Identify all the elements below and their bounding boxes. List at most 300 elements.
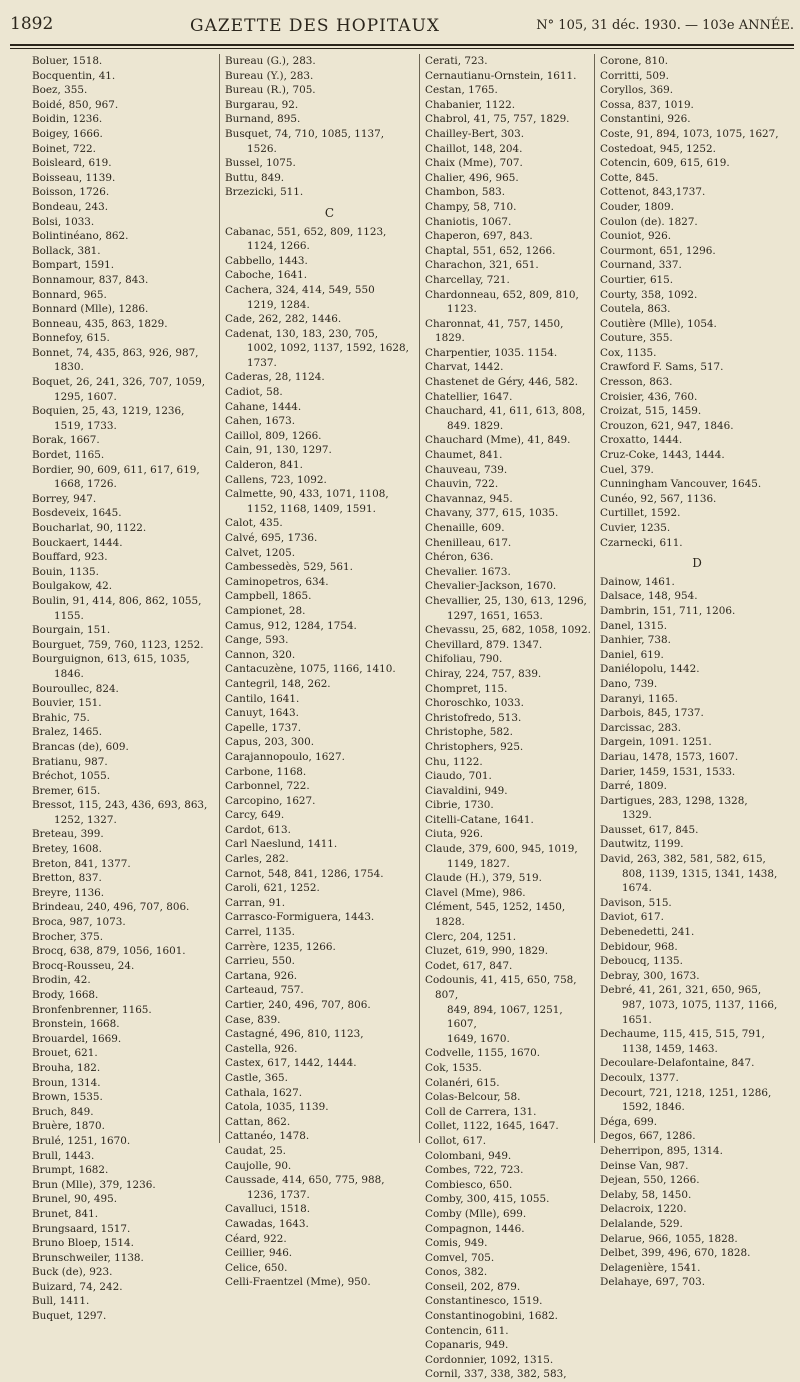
index-entry: Bosdeveix, 1645. [32,507,122,520]
index-entry: Boisleard, 619. [32,157,112,170]
index-entry: Delagenière, 1541. [600,1261,701,1274]
index-entry: Constantinesco, 1519. [425,1295,543,1308]
index-entry: Cange, 593. [225,634,289,647]
index-entry: Conos, 382. [425,1266,488,1279]
index-entry: Chevassu, 25, 682, 1058, 1092. [425,624,591,637]
index-entry-continuation: 1152, 1168, 1409, 1591. [247,502,376,515]
index-entry: Christophers, 925. [425,740,524,753]
index-entry: Ciavaldini, 949. [425,784,508,797]
index-entry: Chevallier, 25, 130, 613, 1296, [425,594,587,607]
index-entry: Chu, 1122. [425,755,483,768]
index-entry: Campbell, 1865. [225,590,312,603]
index-entry: Chardonneau, 652, 809, 810, [425,288,579,301]
index-entry: Debré, 41, 261, 321, 650, 965, [600,984,762,997]
index-entry: Darier, 1459, 1531, 1533. [600,765,736,778]
index-entry: Codet, 617, 847. [425,959,513,972]
index-entry: Cruz-Coke, 1443, 1444. [600,449,725,462]
index-entry: Corritti, 509. [600,69,669,82]
index-entry-continuation: 1295, 1607. [54,390,117,403]
index-entry: Catola, 1035, 1139. [225,1101,329,1114]
index-entry: Danhier, 738. [600,634,671,647]
index-entry: Couder, 1809. [600,200,674,213]
index-entry: Calvet, 1205. [225,546,296,559]
index-entry: Davison, 515. [600,896,672,909]
index-entry: Chompret, 115. [425,682,508,695]
index-entry: Bonnard (Mlle), 1286. [32,303,149,316]
index-entry-continuation: 1737. [247,356,277,369]
index-entry: Courtier, 615. [600,273,674,286]
index-entry: Caboche, 1641. [225,269,308,282]
index-entry: Chavannaz, 945. [425,492,513,505]
index-entry-continuation: 1219, 1284. [247,298,310,311]
index-entry: Calmette, 90, 433, 1071, 1108, [225,488,389,501]
index-entry: Chaix (Mme), 707. [425,157,523,170]
index-entry: Conseil, 202, 879. [425,1280,521,1293]
index-entry: Borak, 1667. [32,434,100,447]
index-column-1 [32,54,224,1324]
index-entry: Bretton, 837. [32,872,102,885]
index-entry: Castella, 926. [225,1042,298,1055]
index-entry: Boquien, 25, 43, 1219, 1236, [32,405,185,418]
index-entry: Bureau (Y.), 283. [225,69,314,82]
index-entry: Charcellay, 721. [425,273,510,286]
index-entry: Cadiot, 58. [225,386,283,399]
index-entry: Cantegril, 148, 262. [225,677,331,690]
index-column-4 [600,54,795,1290]
index-entry: Decoulx, 1377. [600,1071,679,1084]
index-entry-continuation: 1002, 1092, 1137, 1592, 1628, [247,342,409,355]
index-entry: Brown, 1535. [32,1091,103,1104]
index-entry: Codvelle, 1155, 1670. [425,1047,541,1060]
index-entry: Brocq, 638, 879, 1056, 1601. [32,945,186,958]
index-entry: Caillol, 809, 1266. [225,429,322,442]
header-rule [10,48,794,49]
index-entry: Dainow, 1461. [600,575,675,588]
index-entry: Celli-Fraentzel (Mme), 950. [225,1276,371,1289]
index-entry: Bremer, 615. [32,784,101,797]
index-entry: Cain, 91, 130, 1297. [225,444,332,457]
index-entry: Chenaille, 609. [425,522,505,534]
index-entry: Caujolle, 90. [225,1159,292,1172]
index-entry: Bronstein, 1668. [32,1018,120,1031]
index-entry: Chastenet de Géry, 446, 582. [425,376,579,389]
index-entry: Corone, 810. [600,55,669,67]
index-entry: Boulgakow, 42. [32,580,113,593]
index-entry: Dausset, 617, 845. [600,823,699,836]
index-entry: Deinse Van, 987. [600,1159,689,1172]
index-entry: Bouroullec, 824. [32,682,119,695]
index-entry: Bruère, 1870. [32,1120,105,1133]
index-entry: David, 263, 382, 581, 582, 615, [600,853,766,866]
index-entry-continuation: 1123. [447,303,477,316]
index-entry: Boluer, 1518. [32,55,103,67]
index-entry: Delalande, 529. [600,1217,683,1230]
index-entry: Canuyt, 1643. [225,707,299,720]
index-entry: Boez, 355. [32,84,88,97]
index-entry: Carran, 91. [225,896,286,909]
index-entry: Cachera, 324, 414, 549, 550 [225,283,375,296]
index-entry: Cournand, 337. [600,259,682,272]
index-entry: Déga, 699. [600,1115,658,1128]
index-entry: Bordier, 90, 609, 611, 617, 619, [32,463,200,476]
index-entry: Celice, 650. [225,1261,288,1274]
index-entry: Comby, 300, 415, 1055. [425,1193,550,1206]
index-entry: Bourguignon, 613, 615, 1035, [32,653,190,666]
index-entry: Bronfenbrenner, 1165. [32,1003,152,1016]
index-entry: Brun (Mlle), 379, 1236. [32,1178,156,1191]
index-entry: Cantilo, 1641. [225,692,300,705]
index-entry: Chauveau, 739. [425,463,508,476]
index-entry-continuation: 1329. [622,809,652,822]
index-entry: Breyre, 1136. [32,886,105,899]
index-entry: Cade, 262, 282, 1446. [225,313,342,326]
index-entry: Brodin, 42. [32,974,91,987]
index-entry: Christophe, 582. [425,726,513,739]
index-entry: Cunéo, 92, 567, 1136. [600,492,717,505]
index-entry: Chaumet, 841. [425,449,503,462]
index-entry: Dano, 739. [600,677,658,690]
index-entry: Brull, 1443. [32,1149,95,1162]
index-entry: Christofredo, 513. [425,711,522,724]
index-entry-continuation: 1846. [54,667,84,680]
index-entry: Chifoliau, 790. [425,653,503,666]
index-entry: Coll de Carrera, 131. [425,1105,537,1118]
index-entry: Ciuta, 926. [425,828,484,841]
index-entry: Chaillot, 148, 204. [425,142,523,155]
index-entry: Daniel, 619. [600,648,664,661]
index-entry: Burgarau, 92. [225,98,299,111]
index-entry: Compagnon, 1446. [425,1222,525,1235]
index-entry: Darré, 1809. [600,780,667,793]
index-entry: Daranyi, 1165. [600,692,678,705]
index-entry: Bressot, 115, 243, 436, 693, 863, [32,799,208,812]
index-entry: Colombani, 949. [425,1149,512,1162]
index-entry: Brocq-Rousseu, 24. [32,959,135,972]
index-entry: Carl Naeslund, 1411. [225,838,338,851]
index-entry: Chiray, 224, 757, 839. [425,667,542,680]
index-entry: Cox, 1135. [600,346,657,359]
index-entry: Cibrie, 1730. [425,799,494,812]
page-header [10,4,794,46]
index-entry: Charonnat, 41, 757, 1450, 1829. [425,317,564,345]
index-entry: Comby (Mlle), 699. [425,1207,527,1220]
index-entry: Boisseau, 1139. [32,171,116,184]
index-entry: Cambessedès, 529, 561. [225,561,353,574]
index-entry: Debray, 300, 1673. [600,969,700,982]
index-entry: Bordet, 1165. [32,449,105,462]
index-entry: Comis, 949. [425,1237,488,1250]
index-entry: Couture, 355. [600,332,673,345]
index-entry: Cuvier, 1235. [600,522,671,534]
index-entry: Burnand, 895. [225,113,301,126]
index-entry-continuation: 849, 894, 1067, 1251, 1607, [447,1003,563,1031]
index-entry: Chevalier. 1673. [425,565,511,578]
index-entry: Czarnecki, 611. [600,536,683,549]
index-entry: Charpentier, 1035. 1154. [425,346,558,359]
index-entry: Bolsi, 1033. [32,215,95,228]
index-entry: Bretey, 1608. [32,843,102,856]
index-entry: Bussel, 1075. [225,157,296,170]
index-entry: Brancas (de), 609. [32,740,129,753]
index-entry: Croizat, 515, 1459. [600,405,702,418]
index-entry: Coryllos, 369. [600,84,674,97]
index-entry: Callens, 723, 1092. [225,473,327,486]
index-entry-continuation: 1592, 1846. [622,1101,685,1114]
index-entry: Chabrol, 41, 75, 757, 1829. [425,113,570,126]
index-entry: Carajannopoulo, 1627. [225,750,345,763]
index-entry: Collot, 617. [425,1134,487,1147]
index-entry: Chavany, 377, 615, 1035. [425,507,559,520]
index-entry: Cattanéo, 1478. [225,1130,310,1143]
index-entry: Boidé, 850, 967. [32,98,119,111]
index-entry: Chéron, 636. [425,551,494,564]
index-entry: Debenedetti, 241. [600,926,695,939]
index-entry: Brungsaard, 1517. [32,1222,131,1235]
index-entry: Bompart, 1591. [32,259,115,272]
section-letter: C [324,205,336,220]
index-entry: Champy, 58, 710. [425,200,517,213]
index-entry: Croisier, 436, 760. [600,390,698,403]
index-entry: Calvé, 695, 1736. [225,532,318,544]
index-entry: Bonnet, 74, 435, 863, 926, 987, [32,346,199,359]
index-entry: Cawadas, 1643. [225,1217,309,1230]
index-entry: Couniot, 926. [600,230,672,243]
index-entry: Comvel, 705. [425,1251,495,1264]
index-entry: Debidour, 968. [600,940,678,953]
index-entry: Dalsace, 148, 954. [600,590,698,603]
index-entry: Castle, 365. [225,1071,288,1084]
index-entry: Brulé, 1251, 1670. [32,1134,131,1147]
index-entry: Brumpt, 1682. [32,1164,109,1177]
index-entry: Breton, 841, 1377. [32,857,131,870]
index-entry: Delarue, 966, 1055, 1828. [600,1232,738,1245]
index-entry-continuation: 1124, 1266. [247,240,310,253]
index-entry: Boidin, 1236. [32,113,103,126]
index-entry-continuation: 1651. [622,1013,652,1026]
index-entry: Cabanac, 551, 652, 809, 1123, [225,225,387,238]
index-entry: Chauchard (Mme), 41, 849. [425,434,571,447]
index-entry: Deboucq, 1135. [600,955,683,968]
index-entry: Chauvin, 722. [425,478,499,491]
index-entry: Bourguet, 759, 760, 1123, 1252. [32,638,204,651]
index-entry: Constantinogobini, 1682. [425,1310,558,1323]
index-entry: Cuel, 379. [600,463,654,476]
index-entry: Cotencin, 609, 615, 619. [600,157,730,170]
index-entry: Carrieu, 550. [225,955,295,968]
index-entry: Carteaud, 757. [225,984,304,997]
index-entry: Campionet, 28. [225,604,306,617]
index-entry: Colanéri, 615. [425,1076,500,1089]
index-entry: Brunel, 90, 495. [32,1193,118,1206]
index-entry: Cernautianu-Ornstein, 1611. [425,69,577,82]
index-entry: Brody, 1668. [32,989,99,1001]
index-entry: Breteau, 399. [32,828,104,841]
index-entry: Broun, 1314. [32,1076,101,1089]
index-entry: Chaniotis, 1067. [425,215,512,228]
index-entry: Buquet, 1297. [32,1310,107,1323]
index-entry: Caminopetros, 634. [225,575,329,588]
index-entry: Chabanier, 1122. [425,98,516,111]
index-entry: Chatellier, 1647. [425,390,513,403]
index-entry: Charvat, 1442. [425,361,504,374]
index-entry: Caussade, 414, 650, 775, 988, [225,1174,385,1187]
index-entry-continuation: 1526. [247,142,277,155]
index-entry: Chevalier-Jackson, 1670. [425,580,557,593]
index-entry: Clément, 545, 1252, 1450, 1828. [425,901,566,929]
index-entry: Dechaume, 115, 415, 515, 791, [600,1028,765,1041]
index-entry-continuation: 849. 1829. [447,419,504,432]
index-column-2 [225,54,435,1290]
index-entry-continuation: 1155. [54,609,84,622]
index-entry-continuation: 1674. [622,882,652,895]
index-entry: Calot, 435. [225,517,283,530]
index-entry: Claude, 379, 600, 945, 1019, [425,843,578,856]
index-entry: Caroli, 621, 1252. [225,882,320,895]
index-entry: Clerc, 204, 1251. [425,930,516,943]
index-entry: Buttu, 849. [225,171,285,184]
index-entry-continuation: 1668, 1726. [54,478,117,491]
journal-title: GAZETTE DES HOPITAUX [190,16,441,36]
index-entry: Bralez, 1465. [32,726,103,739]
index-entry: Cattan, 862. [225,1115,291,1128]
index-entry: Case, 839. [225,1013,281,1026]
index-entry: Céard, 922. [225,1232,287,1245]
index-entry: Chailley-Bert, 303. [425,127,525,140]
section-letter: D [692,556,703,571]
index-entry: Cluzet, 619, 990, 1829. [425,945,548,958]
index-entry: Cahen, 1673. [225,415,296,428]
index-entry: Cornil, 337, 338, 382, 583, [425,1368,567,1381]
index-entry: Coulon (de). 1827. [600,215,698,228]
index-entry: Boigey, 1666. [32,127,103,140]
index-entry: Bull, 1411. [32,1295,90,1308]
index-entry: Coste, 91, 894, 1073, 1075, 1627, [600,127,779,140]
index-entry: Coutela, 863. [600,303,671,316]
index-entry: Chambon, 583. [425,186,506,199]
index-entry: Coutière (Mlle), 1054. [600,317,717,330]
index-entry: Dargein, 1091. 1251. [600,736,712,749]
index-entry: Choroschko, 1033. [425,697,524,710]
index-entry: Bureau (G.), 283. [225,55,316,67]
index-entry: Bonnard, 965. [32,288,107,301]
index-entry-continuation: 1252, 1327. [54,813,117,826]
index-entry: Chaptal, 551, 652, 1266. [425,244,556,257]
index-entry: Dartigues, 283, 1298, 1328, [600,794,748,807]
index-entry: Cordonnier, 1092, 1315. [425,1353,554,1366]
issue-info: N° 105, 31 déc. 1930. — 103e ANNÉE. [536,18,794,33]
index-entry: Cotte, 845. [600,171,659,184]
index-entry: Deherripon, 895, 1314. [600,1144,723,1157]
index-entry: Darcissac, 283. [600,721,682,734]
index-entry: Dambrin, 151, 711, 1206. [600,604,736,617]
index-entry: Claude (H.), 379, 519. [425,872,542,885]
index-entry: Combiesco, 650. [425,1178,513,1191]
index-entry: Collet, 1122, 1645, 1647. [425,1120,559,1133]
index-entry: Decourt, 721, 1218, 1251, 1286, [600,1086,772,1099]
index-entry: Cok, 1535. [425,1061,482,1074]
index-entry: Degos, 667, 1286. [600,1130,696,1143]
index-entry: Bouin, 1135. [32,565,99,578]
index-entry: Decoulare-Delafontaine, 847. [600,1057,755,1070]
index-entry: Colas-Belcour, 58. [425,1091,521,1104]
index-entry: Charachon, 321, 651. [425,259,539,272]
index-entry: Calderon, 841. [225,459,303,472]
index-entry: Croxatto, 1444. [600,434,683,447]
index-entry: Carbonnel, 722. [225,780,310,793]
index-entry: Cannon, 320. [225,648,296,661]
index-entry: Darbois, 845, 1737. [600,707,704,720]
index-entry: Caderas, 28, 1124. [225,371,325,384]
index-entry: Buck (de), 923. [32,1266,113,1279]
index-entry: Clavel (Mme), 986. [425,886,526,899]
index-entry: Caudat, 25. [225,1144,286,1157]
index-entry: Crouzon, 621, 947, 1846. [600,419,734,432]
index-entry: Copanaris, 949. [425,1339,509,1352]
index-entry: Cerati, 723. [425,55,488,67]
index-entry: Bouckaert, 1444. [32,536,123,549]
index-entry: Boucharlat, 90, 1122. [32,522,147,534]
index-entry-continuation: 1297, 1651, 1653. [447,609,543,622]
index-entry-continuation: 1830. [54,361,84,374]
index-entry: Boulin, 91, 414, 806, 862, 1055, [32,594,202,607]
index-entry: Cathala, 1627. [225,1086,303,1099]
index-entry: Dautwitz, 1199. [600,838,684,851]
index-entry: Cardot, 613. [225,823,291,836]
index-entry: Bondeau, 243. [32,200,109,213]
index-entry: Delahaye, 697, 703. [600,1276,706,1289]
index-entry: Costedoat, 945, 1252. [600,142,716,155]
index-entry: Brahic, 75. [32,711,90,724]
index-entry: Carnot, 548, 841, 1286, 1754. [225,867,384,880]
index-entry: Carles, 282. [225,853,289,866]
index-entry: Bratianu, 987. [32,755,108,768]
index-entry: Daviot, 617. [600,911,664,924]
index-entry: Busquet, 74, 710, 1085, 1137, [225,127,384,140]
index-entry: Bruno Bloep, 1514. [32,1237,134,1250]
index-entry: Bonneau, 435, 863, 1829. [32,317,168,330]
index-entry: Cartana, 926. [225,969,298,982]
index-entry: Chenilleau, 617. [425,536,512,549]
index-entry: Cresson, 863. [600,376,673,389]
index-entry: Capus, 203, 300. [225,736,315,749]
index-entry: Cabbello, 1443. [225,254,308,267]
index-entry: Ciaudo, 701. [425,770,492,783]
index-entry: Codounis, 41, 415, 650, 758, 807, [425,974,577,1001]
index-entry: Buizard, 74, 242. [32,1280,123,1293]
index-entry: Brouet, 621. [32,1047,98,1060]
index-entry: Camus, 912, 1284, 1754. [225,619,357,632]
index-entry: Curtillet, 1592. [600,507,681,520]
index-entry: Carcopino, 1627. [225,794,316,807]
index-entry-continuation: 1519, 1733. [54,419,117,432]
index-entry: Crawford F. Sams, 517. [600,361,724,374]
index-entry: Bollack, 381. [32,244,101,257]
index-entry-continuation: 1236, 1737. [247,1188,310,1201]
index-entry: Courty, 358, 1092. [600,288,698,301]
index-entry: Brindeau, 240, 496, 707, 806. [32,901,190,914]
index-entry: Brunet, 841. [32,1207,99,1220]
index-entry: Chalier, 496, 965. [425,171,519,184]
index-entry-continuation: 1138, 1459, 1463. [622,1042,718,1055]
index-entry: Boinet, 722. [32,142,96,155]
index-entry: Chauchard, 41, 611, 613, 808, [425,405,586,418]
index-entry: Capelle, 1737. [225,721,302,734]
index-entry: Chaperon, 697, 843. [425,230,533,243]
index-entry: Chevillard, 879. 1347. [425,638,543,651]
index-entry: Carbone, 1168. [225,765,307,778]
index-entry: Cottenot, 843,1737. [600,186,706,199]
index-entry: Combes, 722, 723. [425,1164,524,1177]
